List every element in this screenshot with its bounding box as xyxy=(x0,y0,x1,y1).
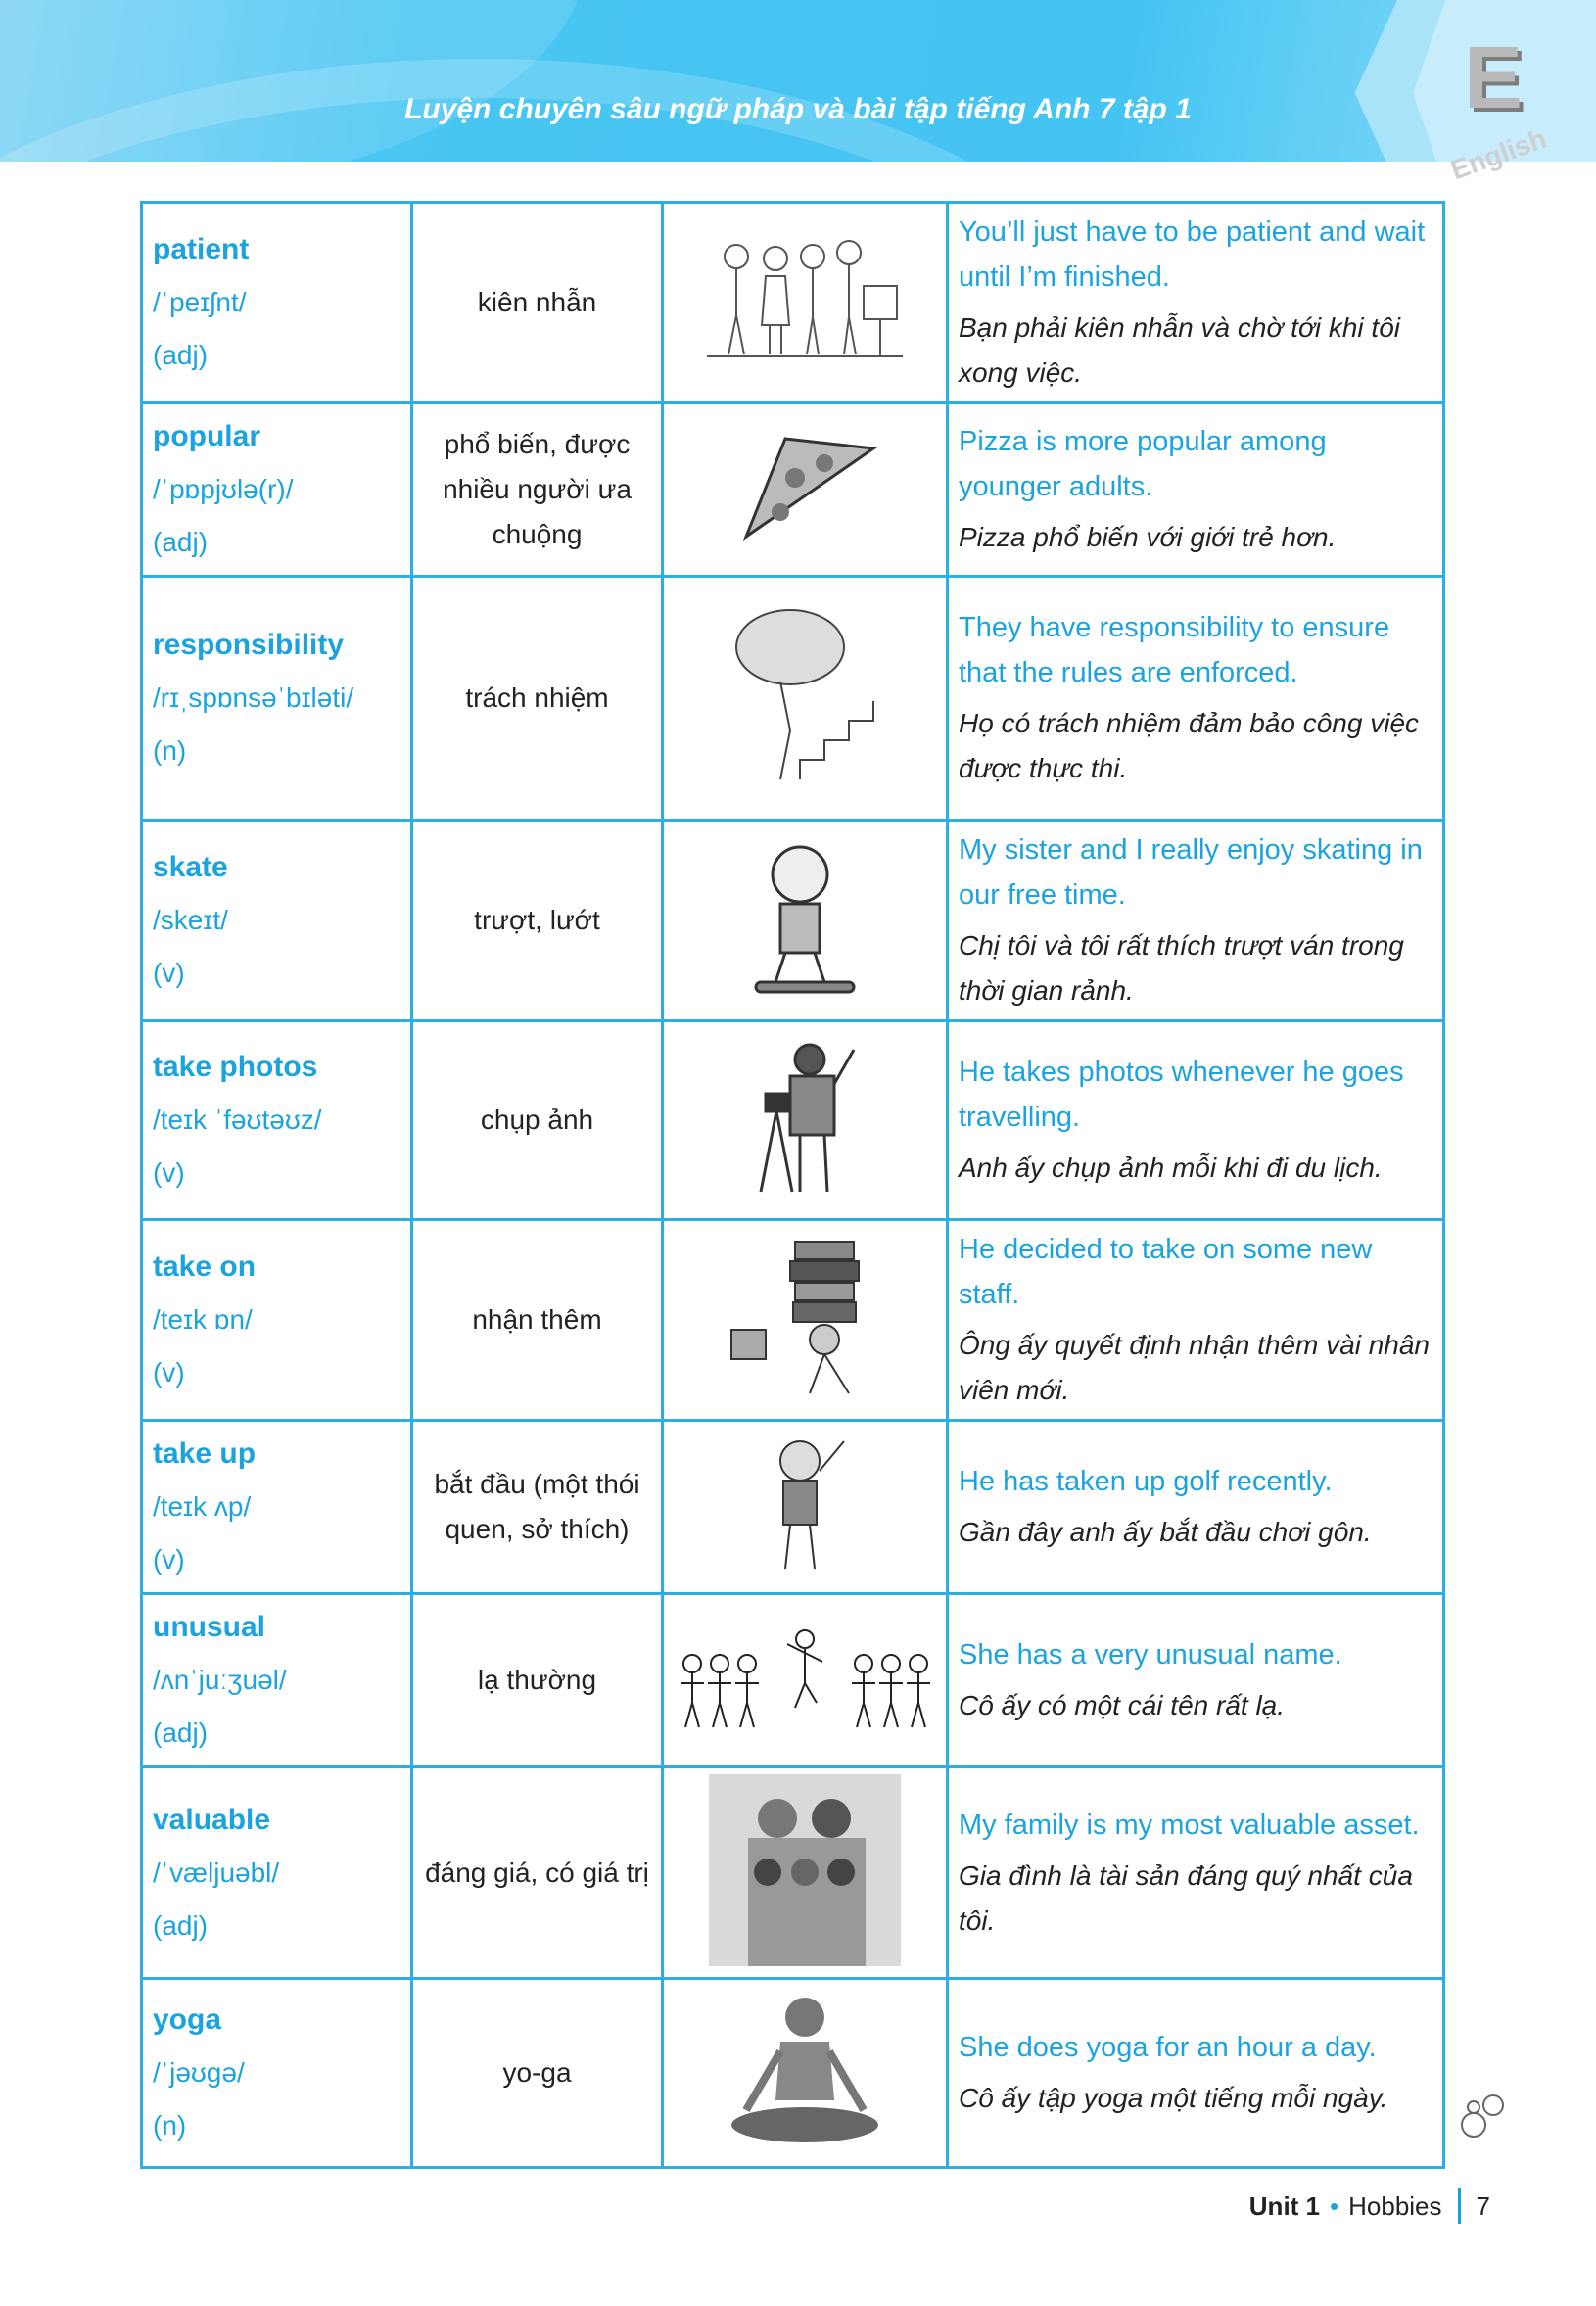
part-of-speech: (v) xyxy=(153,958,185,988)
word: valuable xyxy=(153,1803,271,1836)
word-cell xyxy=(142,1979,412,2168)
vocab-row xyxy=(142,403,1444,577)
example-english: She has a very unusual name. xyxy=(959,1639,1342,1671)
word-cell xyxy=(142,1421,412,1594)
example-vietnamese: Cô ấy có một cái tên rất lạ. xyxy=(959,1690,1286,1720)
vocab-row xyxy=(142,1594,1444,1767)
word-cell xyxy=(142,1594,412,1767)
meaning: yo-ga xyxy=(412,1979,663,2168)
vocab-row xyxy=(142,203,1444,403)
illustration-family-photo xyxy=(663,1767,948,1979)
example-vietnamese: Họ có trách nhiệm đảm bảo công việc được thực thi. xyxy=(959,708,1420,783)
example-english: They have responsibility to ensure that the rules are enforced. xyxy=(959,612,1390,688)
separator: • xyxy=(1330,2190,1339,2221)
word: skate xyxy=(153,851,228,883)
phonetic: /skeɪt/ xyxy=(153,905,228,935)
vocab-row xyxy=(142,1021,1444,1220)
part-of-speech: (adj) xyxy=(153,527,209,557)
word: unusual xyxy=(153,1611,266,1643)
example-cell xyxy=(948,577,1444,821)
word: responsibility xyxy=(153,629,345,661)
word: popular xyxy=(153,420,260,452)
example-cell xyxy=(948,1767,1444,1979)
phonetic: /ʌnˈjuːʒuəl/ xyxy=(153,1665,287,1695)
illustration-person-carrying-boulder xyxy=(663,577,948,821)
phonetic: /ˈpeɪʃnt/ xyxy=(153,287,247,317)
example-vietnamese: Chị tôi và tôi rất thích trượt ván trong thời gian rảnh. xyxy=(959,930,1404,1006)
word-cell xyxy=(142,1220,412,1421)
example-cell xyxy=(948,403,1444,577)
word-cell xyxy=(142,1767,412,1979)
meaning: kiên nhẫn xyxy=(412,203,663,403)
part-of-speech: (n) xyxy=(153,735,187,766)
example-english: My family is my most valuable asset. xyxy=(959,1809,1420,1841)
example-vietnamese: Gần đây anh ấy bắt đầu chơi gôn. xyxy=(959,1517,1372,1547)
word: patient xyxy=(153,233,250,265)
part-of-speech: (v) xyxy=(153,1357,185,1388)
header-banner xyxy=(0,0,1596,162)
vocab-row xyxy=(142,1421,1444,1594)
phonetic: /ˈjəʊgə/ xyxy=(153,2057,245,2088)
vocab-row xyxy=(142,1979,1444,2168)
vocab-row xyxy=(142,1220,1444,1421)
english-logo xyxy=(1439,29,1567,196)
illustration-man-with-camera-tripod xyxy=(663,1021,948,1220)
word: take on xyxy=(153,1250,257,1283)
part-of-speech: (v) xyxy=(153,1157,185,1188)
illustration-man-carrying-books xyxy=(663,1220,948,1421)
example-cell xyxy=(948,1421,1444,1594)
example-vietnamese: Bạn phải kiên nhẫn và chờ tới khi tôi xong việc. xyxy=(959,312,1401,388)
word-cell xyxy=(142,1021,412,1220)
meaning: phổ biến, được nhiều người ưa chuộng xyxy=(412,403,663,577)
word-cell xyxy=(142,203,412,403)
example-english: He decided to take on some new staff. xyxy=(959,1234,1373,1310)
meaning: chụp ảnh xyxy=(412,1021,663,1220)
vocab-row xyxy=(142,821,1444,1021)
phonetic: /ˈvæljuəbl/ xyxy=(153,1857,280,1888)
word-cell xyxy=(142,577,412,821)
part-of-speech: (n) xyxy=(153,2110,187,2141)
illustration-stick-figures-one-different xyxy=(663,1594,948,1767)
vocab-row xyxy=(142,1767,1444,1979)
divider xyxy=(1458,2188,1461,2224)
word-cell xyxy=(142,403,412,577)
example-cell xyxy=(948,1220,1444,1421)
part-of-speech: (adj) xyxy=(153,1718,209,1748)
example-english: He takes photos whenever he goes travelling. xyxy=(959,1057,1404,1133)
word: take up xyxy=(153,1437,257,1470)
example-cell xyxy=(948,203,1444,403)
phonetic: /teɪk ˈfəʊtəʊz/ xyxy=(153,1105,322,1135)
phonetic: /teɪk ʌp/ xyxy=(153,1491,252,1522)
page-footer xyxy=(1249,2188,1490,2224)
phonetic: /rɪˌspɒnsəˈbɪləti/ xyxy=(153,682,354,713)
logo-text: English xyxy=(1446,122,1551,186)
illustration-pizza-slice xyxy=(663,403,948,577)
example-english: She does yoga for an hour a day. xyxy=(959,2032,1377,2063)
page-number: 7 xyxy=(1476,2190,1490,2221)
phonetic: /ˈpɒpjʊlə(r)/ xyxy=(153,474,294,504)
example-english: Pizza is more popular among younger adults. xyxy=(959,426,1327,502)
illustration-boy-with-golf-club xyxy=(663,1421,948,1594)
word: take photos xyxy=(153,1051,318,1083)
part-of-speech: (adj) xyxy=(153,1909,209,1941)
example-vietnamese: Anh ấy chụp ảnh mỗi khi đi du lịch. xyxy=(959,1153,1383,1183)
example-vietnamese: Gia đình là tài sản đáng quý nhất của tôi. xyxy=(959,1859,1413,1936)
unit-label: Unit 1 xyxy=(1248,2190,1321,2221)
meaning: bắt đầu (một thói quen, sở thích) xyxy=(412,1421,663,1594)
word: yoga xyxy=(153,2003,222,2036)
part-of-speech: (v) xyxy=(153,1544,185,1575)
illustration-boy-skateboarding xyxy=(663,821,948,1021)
vocabulary-table xyxy=(140,201,1445,2169)
example-english: My sister and I really enjoy skating in our free time. xyxy=(959,834,1423,911)
meaning: trượt, lướt xyxy=(412,821,663,1021)
topic-label: Hobbies xyxy=(1348,2190,1442,2221)
meaning: lạ thường xyxy=(412,1594,663,1767)
decorative-doodle-icon xyxy=(1454,2086,1523,2149)
meaning: đáng giá, có giá trị xyxy=(412,1767,663,1979)
meaning: trách nhiệm xyxy=(412,577,663,821)
example-vietnamese: Pizza phổ biến với giới trẻ hơn. xyxy=(959,522,1337,552)
part-of-speech: (adj) xyxy=(153,340,209,370)
phonetic: /teɪk ɒn/ xyxy=(153,1304,253,1335)
word-cell xyxy=(142,821,412,1021)
example-cell xyxy=(948,1979,1444,2168)
example-cell xyxy=(948,1594,1444,1767)
example-english: You’ll just have to be patient and wait until I’m finished. xyxy=(959,216,1426,293)
logo-letter: E xyxy=(1464,29,1524,127)
illustration-people-waiting-in-line xyxy=(663,203,948,403)
example-vietnamese: Ông ấy quyết định nhận thêm vài nhân viên mới. xyxy=(959,1330,1431,1405)
example-vietnamese: Cô ấy tập yoga một tiếng mỗi ngày. xyxy=(959,2083,1388,2113)
meaning: nhận thêm xyxy=(412,1220,663,1421)
illustration-woman-meditating xyxy=(663,1979,948,2168)
example-english: He has taken up golf recently. xyxy=(959,1466,1333,1497)
book-title: Luyện chuyên sâu ngữ pháp và bài tập tiếng Anh 7 tập 1 xyxy=(404,93,1192,125)
example-cell xyxy=(948,1021,1444,1220)
example-cell xyxy=(948,821,1444,1021)
vocab-row xyxy=(142,577,1444,821)
